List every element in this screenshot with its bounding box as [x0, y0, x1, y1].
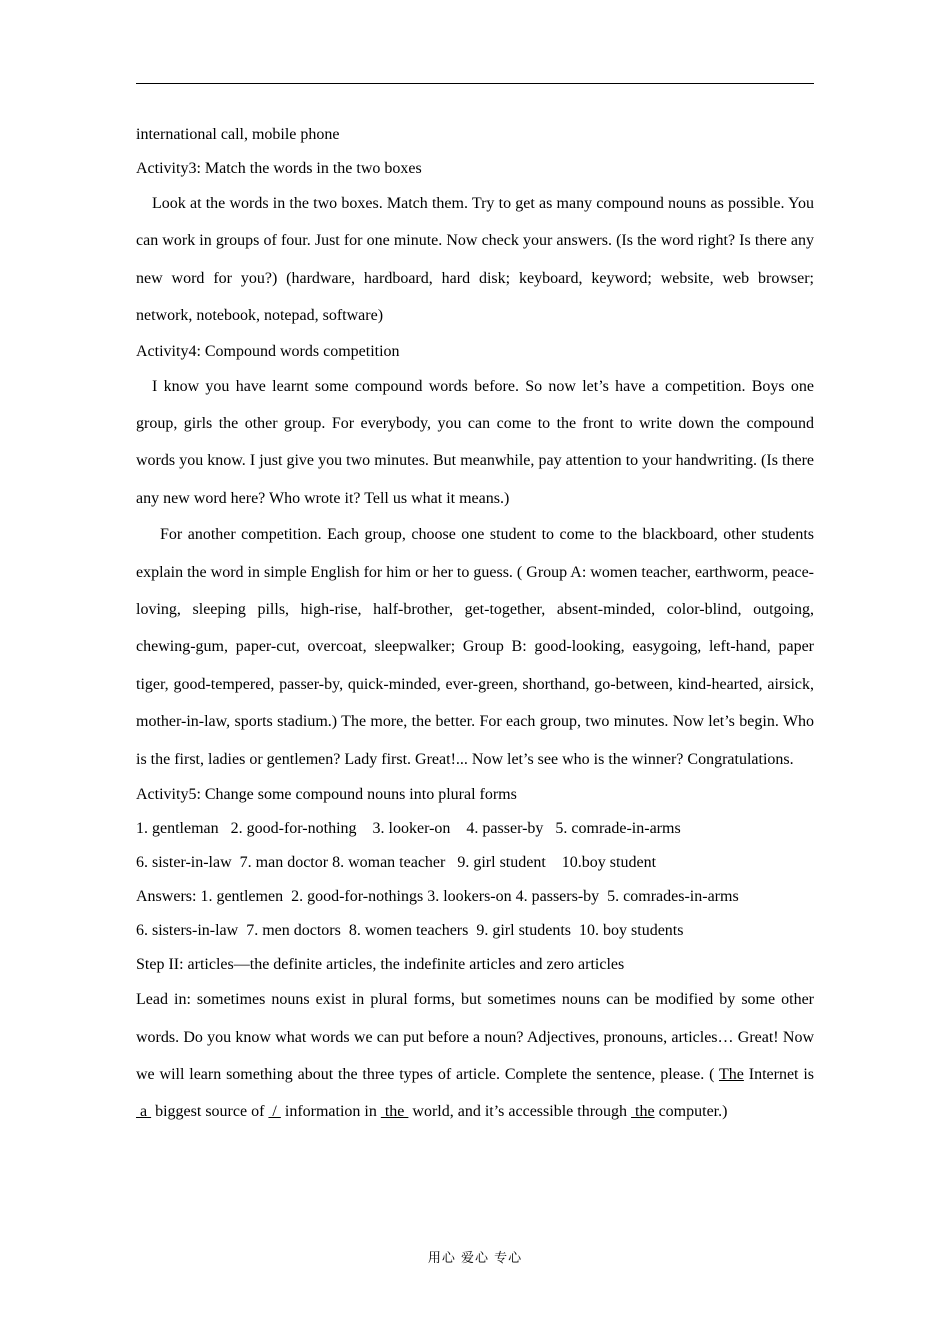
blank-answer-4: the [380, 1103, 409, 1121]
blank-answer-2: a [136, 1103, 152, 1121]
activity3-heading: Activity3: Match the words in the two boxes [136, 160, 422, 177]
activity5-items-2: 6. sister-in-law 7. man doctor 8. woman teacher 9. girl student 10.boy student [136, 854, 657, 872]
activity4-paragraph-1: I know you have learnt some compound words before. So now let’s have a competition. Boys one group, girls the other group. For everybody, you can come to the front to write down the compound words you know. I just give you two minutes. But meanwhile, pay attention to your handwriting. (Is there any new word here? Who wrote it? Tell us what it means.) [136, 377, 814, 507]
header-rule [136, 83, 814, 84]
sentence-text: information in [284, 1103, 377, 1121]
step2-heading: Step II: articles—the definite articles, the indefinite articles and zero articles [136, 956, 625, 974]
activity4-paragraph-2: For another competition. Each group, choose one student to come to the blackboard, other students explain the word in simple English for him or her to guess. ( Group A: women teacher, earthworm, peace-loving, sleeping pills, high-rise, half-brother, get-together, absent-minded, color-blind, outgoing, chewing-gum, paper-cut, overcoat, sleepwalker; Group B: good-looking, easygoing, left-hand, paper tiger, good-tempered, passer-by, quick-minded, ever-green, shorthand, go-between, kind-hearted, airsick, mother-in-law, sports stadium.) The more, the better. For each group, two minutes. Now let’s begin. Who is the first, ladies or gentlemen? Lady first. Great!... Now let’s see who is the winner? Congratulations. [136, 526, 814, 768]
answers-line-1: Answers: 1. gentlemen 2. good-for-nothings 3. lookers-on 4. passers-by 5. comrades-in-arms [136, 888, 739, 906]
text-line: international call, mobile phone [136, 126, 340, 143]
document-body [136, 118, 814, 1131]
activity4-heading: Activity4: Compound words competition [136, 342, 400, 360]
activity5-heading: Activity5: Change some compound nouns into plural forms [136, 786, 517, 804]
sentence-text: world, and it’s accessible through [412, 1103, 628, 1121]
lead-in-text: Lead in: sometimes nouns exist in plural forms, but sometimes nouns can be modified by some other words. Do you know what words we can put before a noun? Adjectives, pronouns, articles… Great! Now we will learn something about the three types of article. Complete the sentence, please. ( [136, 991, 814, 1083]
blank-answer-3: / [268, 1103, 281, 1121]
activity5-items-1: 1. gentleman 2. good-for-nothing 3. looker-on 4. passer-by 5. comrade-in-arms [136, 820, 681, 838]
blank-answer-5: the [631, 1103, 655, 1121]
blank-answer-1: The [719, 1065, 744, 1083]
answers-line-2: 6. sisters-in-law 7. men doctors 8. women teachers 9. girl students 10. boy students [136, 922, 684, 940]
page-footer: 用心 爱心 专心 [427, 1251, 523, 1266]
lead-in-paragraph [136, 981, 814, 1131]
sentence-text: computer.) [658, 1103, 728, 1121]
activity3-paragraph: Look at the words in the two boxes. Match them. Try to get as many compound nouns as possible. You can work in groups of four. Just for one minute. Now check your answers. (Is the word right? Is there any new word for you?) (hardware, hardboard, hard disk; keyboard, keyword; website, web browser; network, notebook, notepad, software) [136, 195, 814, 325]
sentence-text: biggest source of [155, 1103, 265, 1121]
sentence-text: Internet is [748, 1065, 815, 1083]
